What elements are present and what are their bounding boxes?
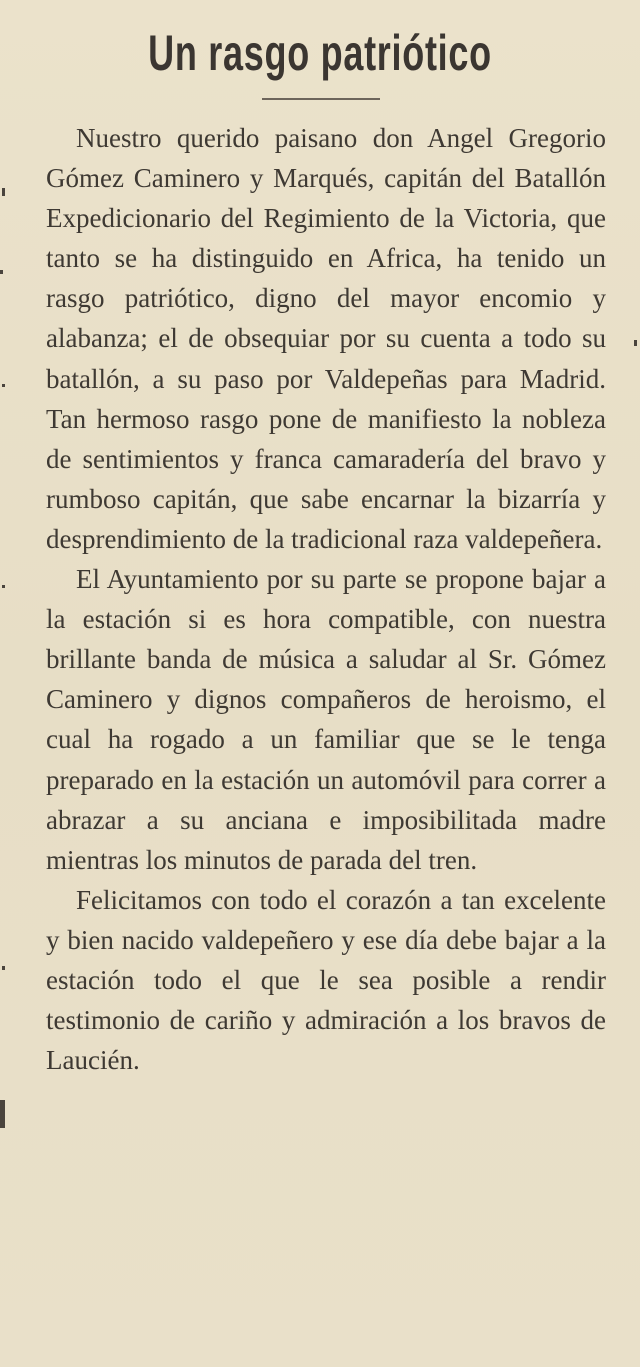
margin-mark bbox=[2, 384, 5, 387]
article-paragraph-2: El Ayuntamiento por su parte se propone bajar a la estación si es hora compatible, con nuestra brillante banda de música a saludar al Sr. Gómez Caminero y dignos compañeros de heroismo, el cual ha rogado a un familiar que se le tenga preparado en la estación un automóvil para correr a abrazar a su anciana e imposibilitada madre mientras los minutos de parada del tren. bbox=[46, 564, 606, 875]
article-paragraph-3: Felicitamos con todo el corazón a tan excelente y bien nacido valdepeñero y ese día debe bajar a la estación todo el que le sea posible a rendir testimonio de cariño y admiración a los bravos de Laucién. bbox=[46, 884, 606, 1076]
article-paragraph-1: Nuestro querido paisano don Angel Gregorio Gómez Caminero y Marqués, capitán del Batallón Expedicionario del Regimiento de la Victoria, que tanto se ha distinguido en Africa, ha tenido un rasgo patriótico, digno del mayor encomio y alabanza; el de obsequiar por su cuenta a todo su batallón, a su paso por Valdepeñas para Madrid. Tan hermoso rasgo pone de manifiesto la nobleza de sentimientos y franca camaradería del bravo y rumboso capitán, que sabe encarnar la bizarría y desprendimiento de la tradicional raza valdepeñera. bbox=[46, 123, 606, 554]
margin-mark bbox=[634, 340, 637, 346]
margin-mark bbox=[0, 1100, 5, 1128]
margin-mark bbox=[2, 966, 5, 970]
title-divider bbox=[262, 98, 380, 100]
article-body bbox=[46, 118, 606, 1080]
margin-mark bbox=[2, 585, 5, 588]
article-title: Un rasgo patriótico bbox=[148, 25, 492, 81]
margin-mark bbox=[2, 188, 5, 196]
margin-mark bbox=[0, 270, 3, 274]
